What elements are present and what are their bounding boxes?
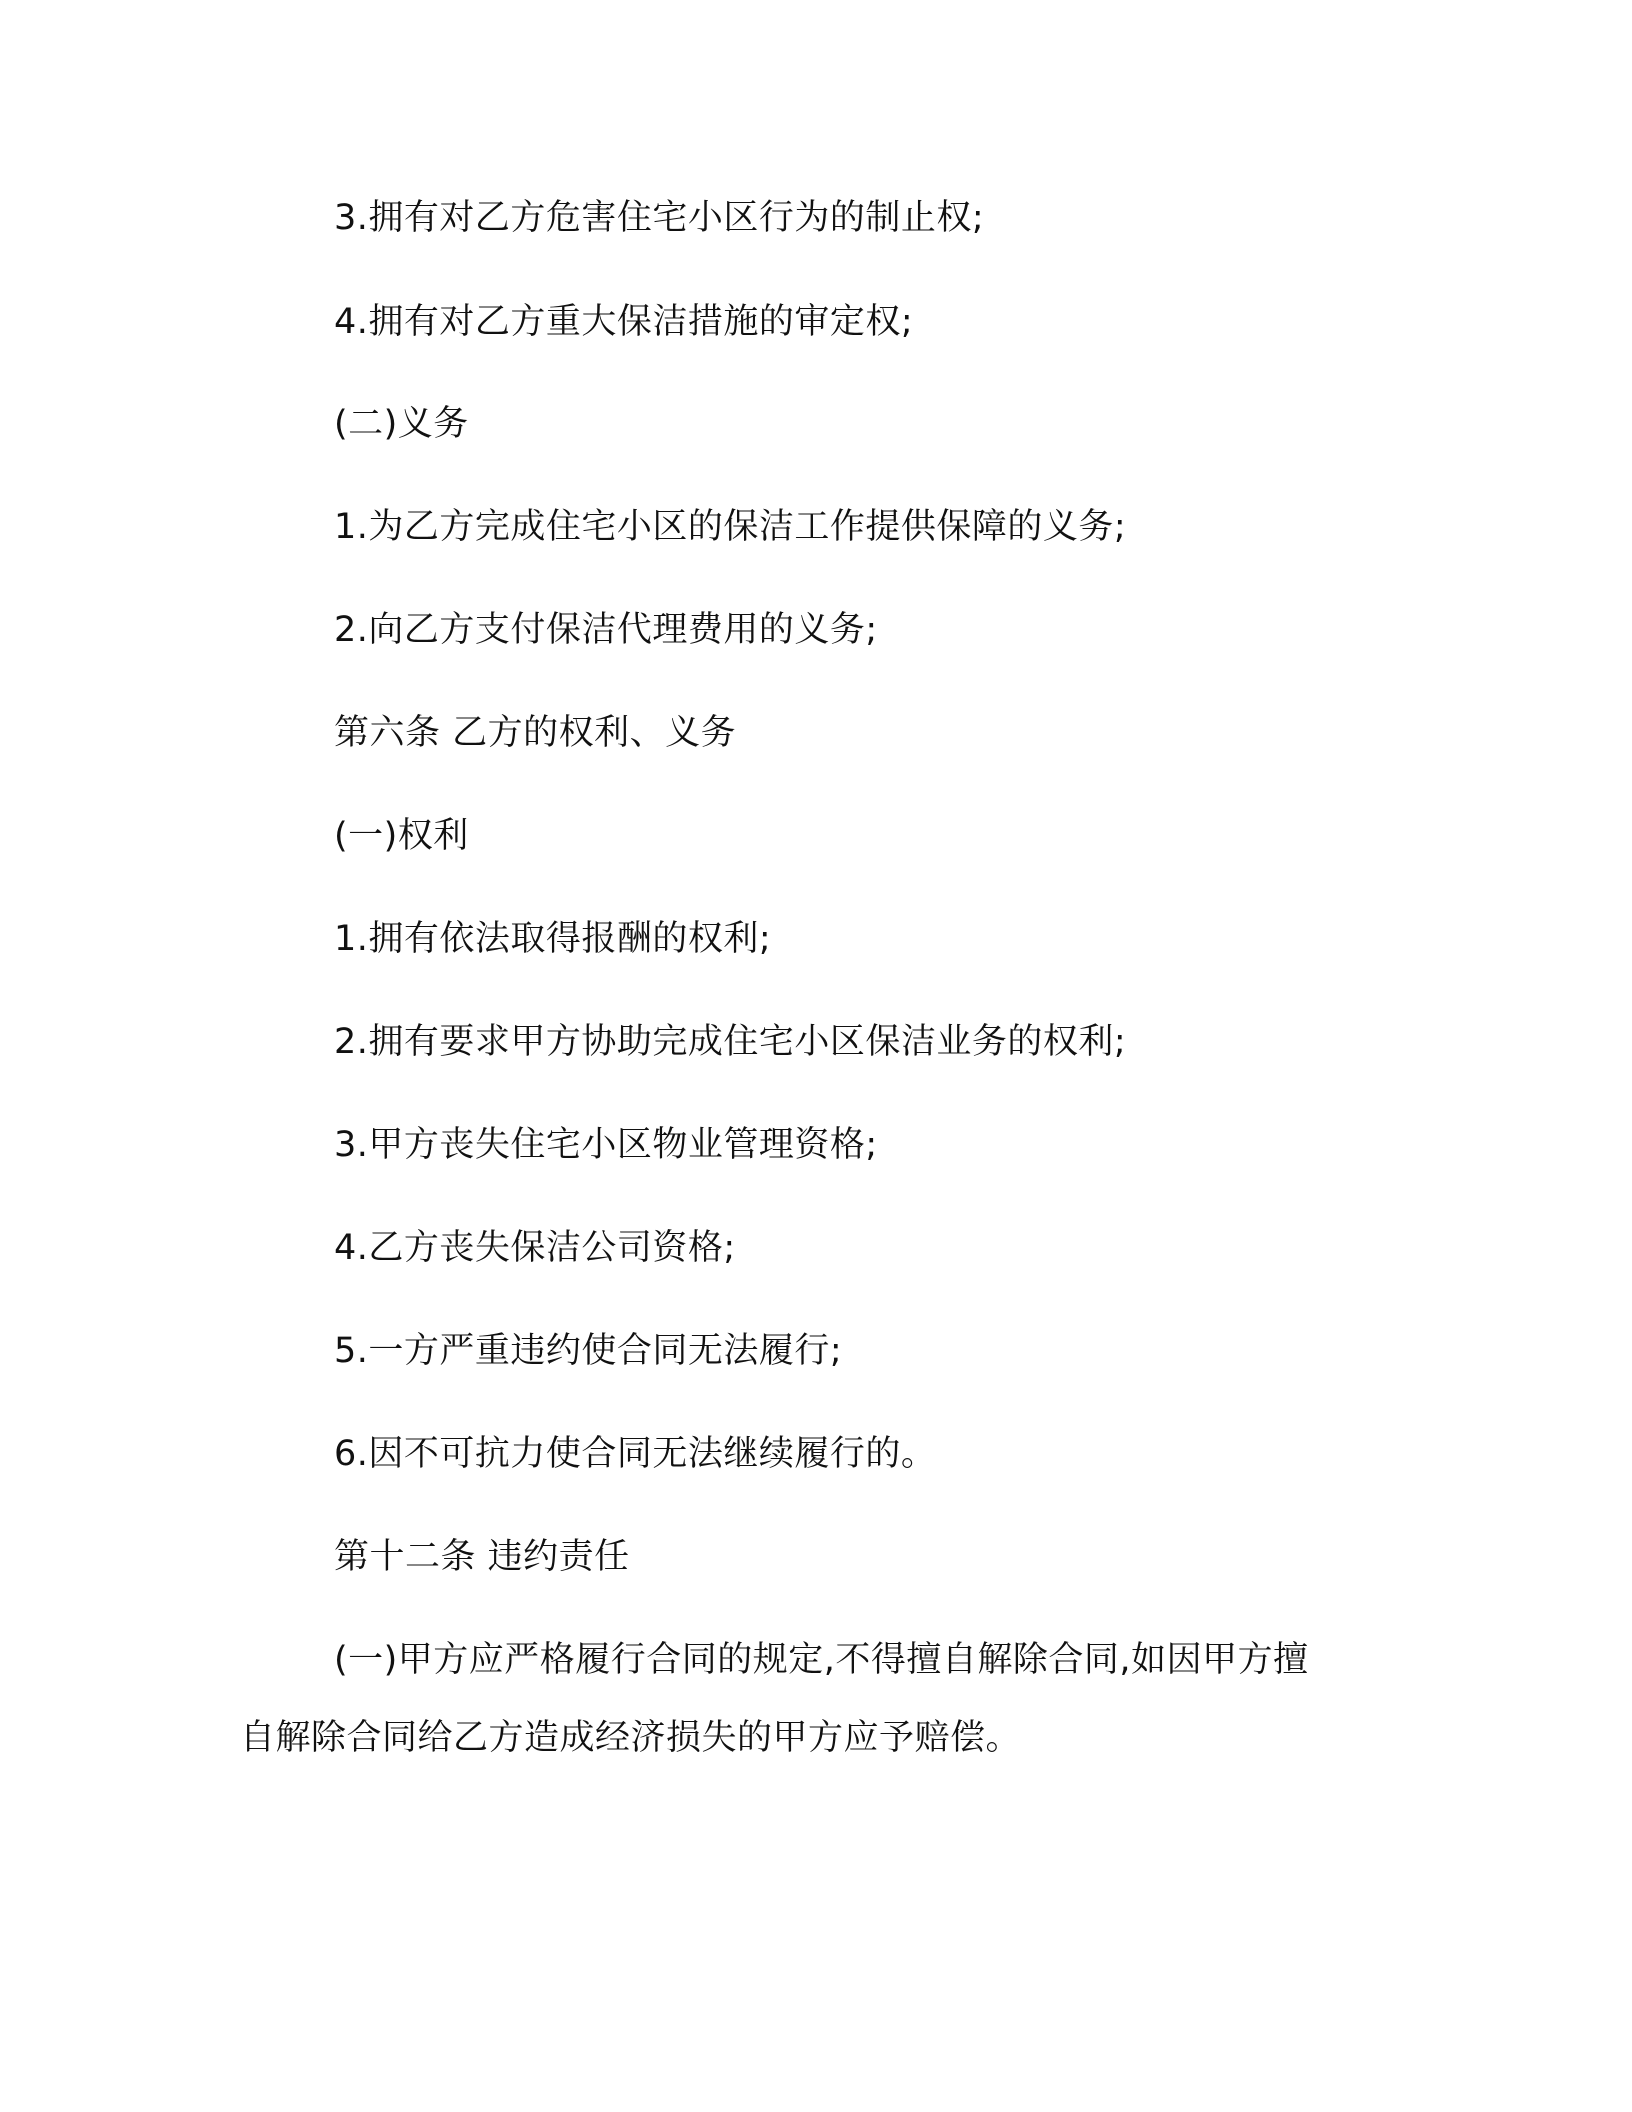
paragraph-line: 2.向乙方支付保洁代理费用的义务; [334,610,878,650]
article-heading: 第六条 乙方的权利、义务 [334,713,737,753]
paragraph-line: 3.甲方丧失住宅小区物业管理资格; [334,1125,878,1165]
section-heading: (二)义务 [334,404,469,444]
paragraph-line: (一)甲方应严格履行合同的规定,不得擅自解除合同,如因甲方擅 [334,1640,1309,1680]
article-heading: 第十二条 违约责任 [334,1537,630,1577]
paragraph-line: 3.拥有对乙方危害住宅小区行为的制止权; [334,198,985,238]
paragraph-line: 1.为乙方完成住宅小区的保洁工作提供保障的义务; [334,507,1127,547]
paragraph-line: 2.拥有要求甲方协助完成住宅小区保洁业务的权利; [334,1022,1127,1062]
section-heading: (一)权利 [334,816,469,856]
paragraph-line: 5.一方严重违约使合同无法履行; [334,1331,843,1371]
paragraph-line-continuation: 自解除合同给乙方造成经济损失的甲方应予赔偿。 [240,1718,1022,1758]
paragraph-line: 4.乙方丧失保洁公司资格; [334,1228,736,1268]
paragraph-line: 6.因不可抗力使合同无法继续履行的。 [334,1434,937,1474]
paragraph-line: 4.拥有对乙方重大保洁措施的审定权; [334,302,914,342]
paragraph-line: 1.拥有依法取得报酬的权利; [334,919,772,959]
